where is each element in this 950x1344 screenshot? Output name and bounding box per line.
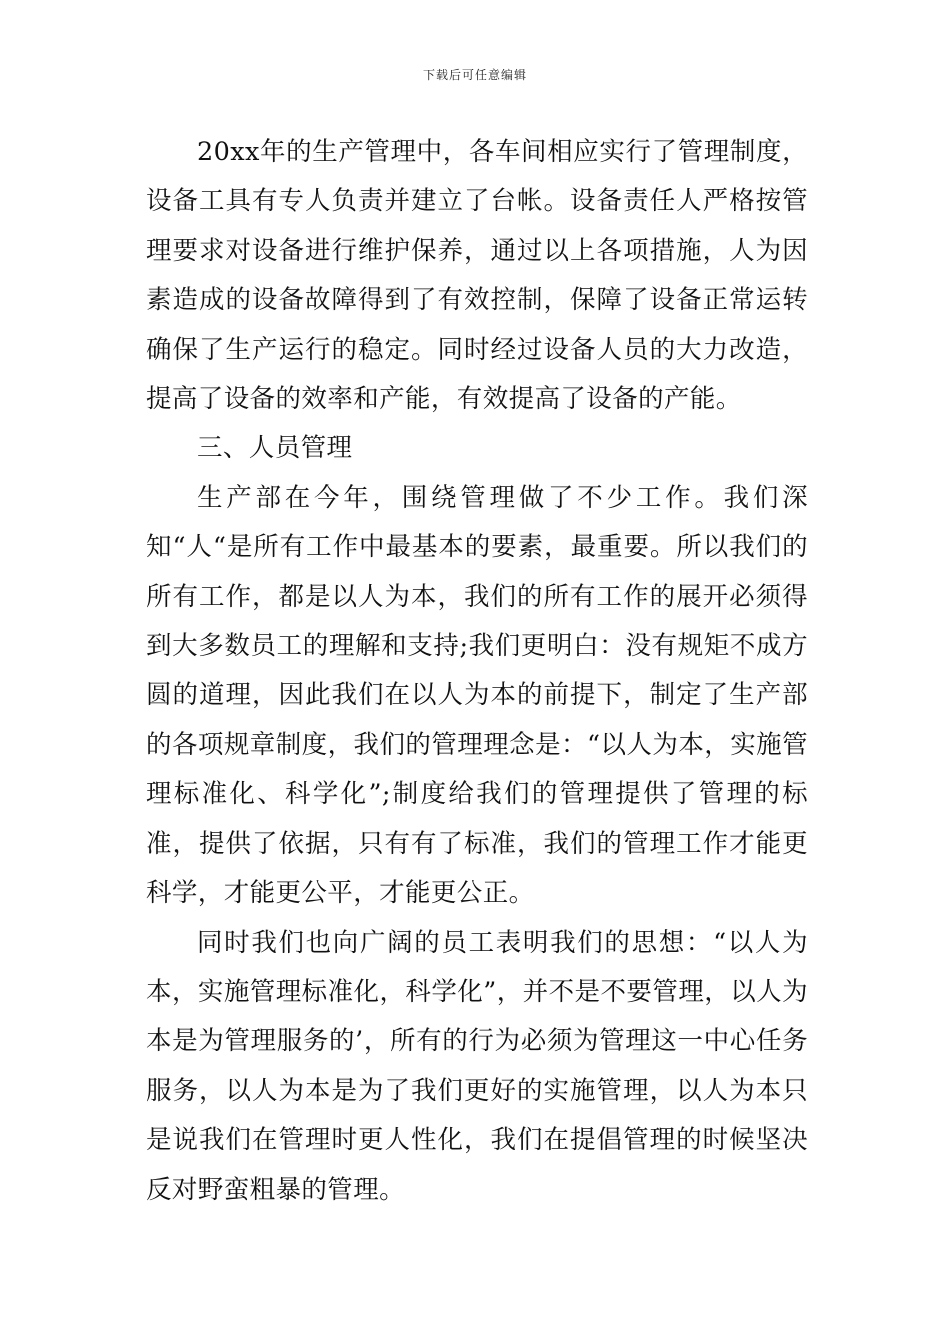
paragraph-equipment-management: 20xx年的生产管理中，各车间相应实行了管理制度，设备工具有专人负责并建立了台帐。设备责任人严格按管理要求对设备进行维护保养，通过以上各项措施，人为因素造成的设备故障得到了有效控制，保障了设备正常运转确保了生产运行的稳定。同时经过设备人员的大力改造，提高了设备的效率和产能，有效提高了设备的产能。 bbox=[146, 137, 808, 415]
document-body bbox=[146, 128, 808, 1215]
download-edit-note: 下载后可任意编辑 bbox=[422, 68, 527, 82]
paragraph-personnel-management: 生产部在今年，围绕管理做了不少工作。我们深知“人“是所有工作中最基本的要素，最重要。所以我们的所有工作，都是以人为本，我们的所有工作的展开必须得到大多数员工的理解和支持;我们更明白：没有规矩不成方圆的道理，因此我们在以人为本的前提下，制定了生产部的各项规章制度，我们的管理理念是：“以人为本，实施管理标准化、科学化”;制度给我们的管理提供了管理的标准，提供了依据，只有有了标准，我们的管理工作才能更科学，才能更公平，才能更公正。 bbox=[146, 482, 808, 909]
paragraph-people-oriented-philosophy: 同时我们也向广阔的员工表明我们的思想：“以人为本，实施管理标准化，科学化”，并不是不要管理，以人为本是为管理服务的’，所有的行为必须为管理这一中心任务服务，以人为本是为了我们更好的实施管理，以人为本只是说我们在管理时更人性化，我们在提倡管理的时候坚决反对野蛮粗暴的管理。 bbox=[146, 927, 808, 1205]
section-heading-personnel-management: 三、人员管理 bbox=[197, 433, 353, 464]
